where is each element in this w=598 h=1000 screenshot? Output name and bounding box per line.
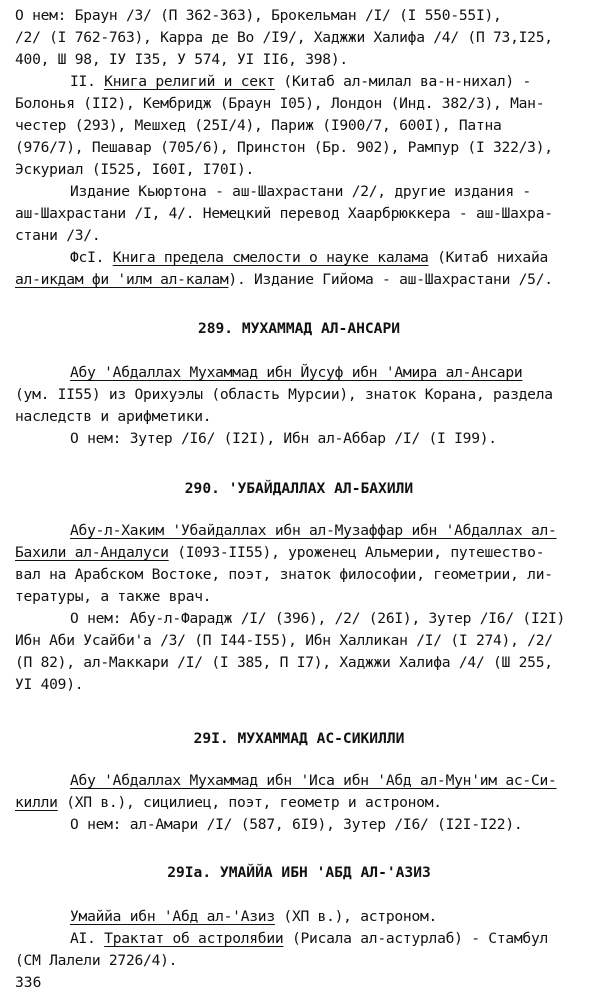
text-line: II. Книга религий и сект (Китаб ал-милал ва-н-ниxал) - <box>70 73 531 90</box>
text-line: стани /3/. <box>15 227 101 244</box>
text-line: Издание Кьюртона - аш-Шахрастани /2/, другие издания - <box>70 183 531 200</box>
text-line: наследств и арифметики. <box>15 408 212 425</box>
text-line: аш-Шахрастани /I, 4/. Немецкий перевод Хаарбрюккера - аш-Шахра- <box>15 205 553 222</box>
text-line: ФсI. Книга предела смелости о науке калама (Китаб нихайа <box>70 249 549 266</box>
text-line: О нем: Абу-л-Фарадж /I/ (396), /2/ (26I), Зутер /I6/ (I2I) <box>70 610 566 627</box>
text-line: /2/ (I 762-763), Карра де Во /I9/, Хаджжи Халифа /4/ (П 73,I25, <box>15 29 553 46</box>
text-line: О нем: Зутер /I6/ (I2I), Ибн ал-Аббар /I/ (I I99). <box>70 430 497 447</box>
text-line: Болонья (II2), Кембридж (Браун I05), Лондон (Инд. 382/3), Ман- <box>15 95 545 112</box>
section-heading: 289. МУХАММАД АЛ-АНСАРИ <box>197 320 401 337</box>
text-line: ал-икдам фи 'илм ал-калам). Издание Гийома - аш-Шахрастани /5/. <box>15 271 553 288</box>
text-line: Умаййа ибн 'Абд ал-'Азиз (XП в.), астроном. <box>70 908 438 925</box>
text-line: честер (293), Мешхед (25I/4), Париж (I900/7, 600I), Патна <box>15 117 502 134</box>
text-line: 400, Ш 98, IУ I35, У 574, УI II6, 398). <box>15 51 348 68</box>
page-number: 336 <box>15 974 42 991</box>
text-line: (976/7), Пешавар (705/6), Принстон (Бр. 902), Рампур (I 322/3), <box>15 139 553 156</box>
text-line: УI 409). <box>15 676 84 693</box>
text-line: вал на Арабском Востоке, поэт, знаток философии, геометрии, ли- <box>15 566 553 583</box>
text-line: килли (XП в.), сицилиец, поэт, геометр и астроном. <box>15 794 442 811</box>
text-line: Ибн Аби Усайби'а /3/ (П I44-I55), Ибн Халликан /I/ (I 274), /2/ <box>15 632 553 649</box>
text-line: Абу 'Абдаллах Мухаммад ибн Йусуф ибн 'Амира ал-Ансари <box>70 364 523 381</box>
text-line: Эскуриал (I525, I60I, I70I). <box>15 161 255 178</box>
text-line: Абу-л-Хаким 'Убайдаллах ибн ал-Музаффар ибн 'Абдаллах ал- <box>70 522 557 539</box>
text-line: Абу 'Абдаллах Мухаммад ибн 'Иса ибн 'Абд ал-Мун'им ас-Си- <box>70 772 557 789</box>
text-line: О нем: ал-Амари /I/ (587, 6I9), Зутер /I6/ (I2I-I22). <box>70 816 523 833</box>
text-line: (СМ Лалели 2726/4). <box>15 952 178 969</box>
section-heading: 29Iа. УМАЙЙА ИБН 'АБД АЛ-'АЗИЗ <box>167 864 431 881</box>
text-line: О нем: Браун /3/ (П 362-363), Брокельман /I/ (I 550-55I), <box>15 7 502 24</box>
text-line: AI. Трактат об астролябии (Рисала ал-астурлаб) - Стамбул <box>70 930 549 947</box>
text-line: Бахили ал-Андалуси (I093-II55), уроженец Альмерии, путешество- <box>15 544 545 561</box>
text-line: (ум. II55) из Орихуэлы (область Мурсии), знаток Корана, раздела <box>15 386 553 403</box>
text-line: (П 82), ал-Маккари /I/ (I 385, П I7), Хаджжи Халифа /4/ (Ш 255, <box>15 654 553 671</box>
section-heading: 290. 'УБАЙДАЛЛАХ АЛ-БАХИЛИ <box>184 480 414 497</box>
text-line: тературы, а также врач. <box>15 588 212 605</box>
section-heading: 29I. МУХАММАД АС-СИКИЛЛИ <box>193 730 405 747</box>
